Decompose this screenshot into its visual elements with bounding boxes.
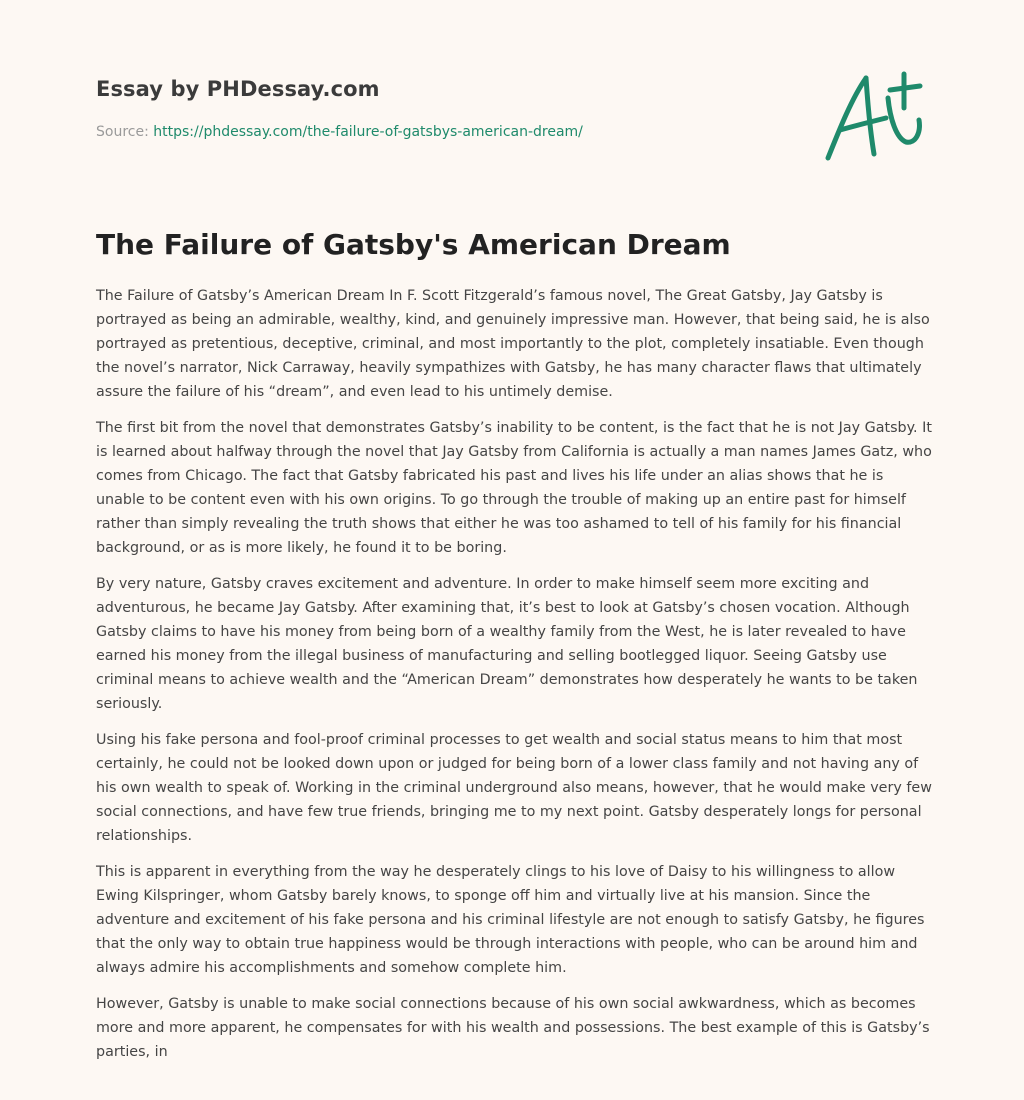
source-link[interactable]: https://phdessay.com/the-failure-of-gatsbys-american-dream/ xyxy=(153,124,583,140)
site-brand: Essay by PHDessay.com xyxy=(96,77,380,101)
source-line xyxy=(96,124,583,140)
page-header xyxy=(96,0,928,190)
essay-paragraph: The Failure of Gatsby’s American Dream In F. Scott Fitzgerald’s famous novel, The Great Gatsby, Jay Gatsby is portrayed as being an admirable, wealthy, kind, and genuinely impressive man. However, that being said, he is also portrayed as pretentious, deceptive, criminal, and most importantly to the plot, completely insatiable. Even though the novel’s narrator, Nick Carraway, heavily sympathizes with Gatsby, he has many character flaws that ultimately assure the failure of his “dream”, and even lead to his untimely demise. xyxy=(96,288,930,400)
essay-paragraph: By very nature, Gatsby craves excitement and adventure. In order to make himself seem more exciting and adventurous, he became Jay Gatsby. After examining that, it’s best to look at Gatsby’s chosen vocation. Although Gatsby claims to have his money from being born of a wealthy family from the West, he is later revealed to have earned his money from the illegal business of manufacturing and selling bootlegged liquor. Seeing Gatsby use criminal means to achieve wealth and the “American Dream” demonstrates how desperately he wants to be taken seriously. xyxy=(96,576,918,712)
essay-body xyxy=(96,284,932,1076)
essay-paragraph: This is apparent in everything from the way he desperately clings to his love of Daisy to his willingness to allow Ewing Kilspringer, whom Gatsby barely knows, to sponge off him and virtually live at his mansion. Since the adventure and excitement of his fake persona and his criminal lifestyle are not enough to satisfy Gatsby, he figures that the only way to obtain true happiness would be through interactions with people, who can be around him and always admire his accomplishments and somehow complete him. xyxy=(96,864,925,976)
essay-paragraph: However, Gatsby is unable to make social connections because of his own social awkwardness, which as becomes more and more apparent, he compensates for with his wealth and possessions. The best example of this is Gatsby’s parties, in xyxy=(96,996,930,1060)
essay-paragraph: Using his fake persona and fool-proof criminal processes to get wealth and social status means to him that most certainly, he could not be looked down upon or judged for being born of a lower class family and not having any of his own wealth to speak of. Working in the criminal underground also means, however, that he would make very few social connections, and have few true friends, bringing me to my next point. Gatsby desperately longs for personal relationships. xyxy=(96,732,932,844)
source-label: Source: xyxy=(96,124,154,140)
essay-paragraph: The first bit from the novel that demonstrates Gatsby’s inability to be content, is the fact that he is not Jay Gatsby. It is learned about halfway through the novel that Jay Gatsby from California is actually a man names James Gatz, who comes from Chicago. The fact that Gatsby fabricated his past and lives his life under an alias shows that he is unable to be content even with his own origins. To go through the trouble of making up an entire past for himself rather than simply revealing the truth shows that either he was too ashamed to tell of his family for his financial background, or as is more likely, he found it to be boring. xyxy=(96,420,932,556)
essay-title: The Failure of Gatsby's American Dream xyxy=(96,228,731,261)
a-plus-logo-icon xyxy=(822,68,924,164)
